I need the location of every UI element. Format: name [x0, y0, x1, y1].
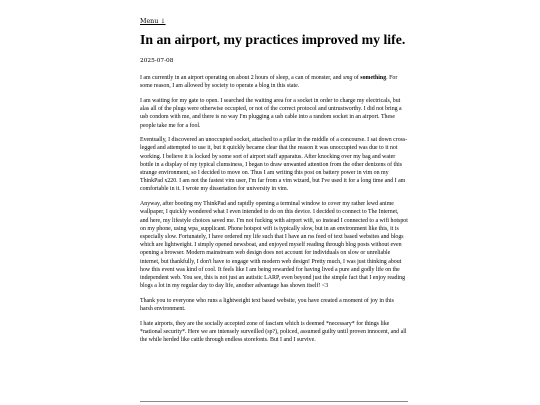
paragraph-text: I hate airports, they are the socially accepted zone of fascism which is deemed *necessary* for things like *national security*. Here we are intensely surveilled (sp?), policed, assumed guilty until proven innocent, and all the while herded like cattle through endless storefonts. But I and I survive.	[140, 320, 407, 344]
post-paragraph	[140, 320, 408, 345]
paragraph-text: something	[360, 75, 387, 81]
post-paragraph	[140, 136, 408, 193]
post-paragraph	[140, 74, 408, 90]
post-paragraph	[140, 97, 408, 130]
paragraph-text: of	[352, 75, 361, 81]
menu-link[interactable]: Menu ↓	[140, 18, 166, 25]
paragraph-text: . For some reason, I am allowed by society to operate a blog in this state.	[140, 75, 398, 90]
post-date: 2025-07-08	[140, 58, 174, 64]
post-paragraph	[140, 297, 408, 313]
paragraph-text: I am currently in an airport operating on about 2 hours of sleep, a can of monster, and	[140, 75, 343, 81]
bottom-divider	[140, 401, 408, 402]
post-title: In an airport, my practices improved my life.	[140, 32, 406, 47]
paragraph-text: I am waiting for my gate to open. I searched the waiting area for a socket in order to charge my electricals, but alas all of the plugs were otherwise occupied, or not of the correct protocol and untrustworthy. I did not bring a usb condom with me, and there is no way I'm plugging a usb cable into a random socket in an airport. These people take me for a fool.	[140, 97, 402, 129]
paragraph-text: Thank you to everyone who runs a lightweight text based website, you have created a moment of joy in this harsh environment.	[140, 297, 394, 313]
paragraph-text: smg	[342, 75, 353, 81]
paragraph-text: Anyway, after booting my ThinkPad and rapidly opening a terminal window to cover my rather lewd anime wallpaper, I quickly wondered what I even intended to do on this device. I decided to connect to The Internet, and here, my lifestyle choices saved me. I'm not fucking with airport wifi, so instead I connected to a wifi hotspot on my phone, using wpa_supplicant. Phone hotspot wifi is typically slow, but in an environment like this, it is especially slow. Fortunately, I have ordered my life such that I have an rss feed of text based websites and blogs which are lightweight. I simply opened newsboat, and enjoyed myself reading through blog posts without even opening a browser. Modern mainstream web design does not account for individuals on slow or unreliable internet, but thankfully, I don't have to engage with modern web design! Pretty much, I was just thinking about how this event was kind of cool. It feels like I am being rewarded for having lived a pure and godly life on the independent web. You see, this is not just an autistic LARP, even beyond just the simple fact that I enjoy reading blogs a lot in my regular day to day life, another advantage has shown itself! <3	[140, 201, 408, 290]
post-paragraph	[140, 200, 408, 290]
paragraph-text: Eventually, I discovered an unoccupied socket, attached to a pillar in the middle of a concourse. I sat down cross-legged and attempted to use it, but it quickly became clear that the reason it was unoccupied was due to it not working. I believe it is locked by some sort of airport staff apparatus. After knocking over my bag and water bottle in a display of my typical clumsiness, I began to draw unwanted attention from the other denizens of this strange environment, so I decided to move on. Thus I am writing this post on battery power in vim on my ThinkPad x220. I am not the fastest vim user, I'm far from a vim wizard, but I've used it for a long time and I am comfortable in it. I wrote my dissertation for university in vim.	[140, 137, 408, 193]
post-content	[140, 74, 408, 344]
